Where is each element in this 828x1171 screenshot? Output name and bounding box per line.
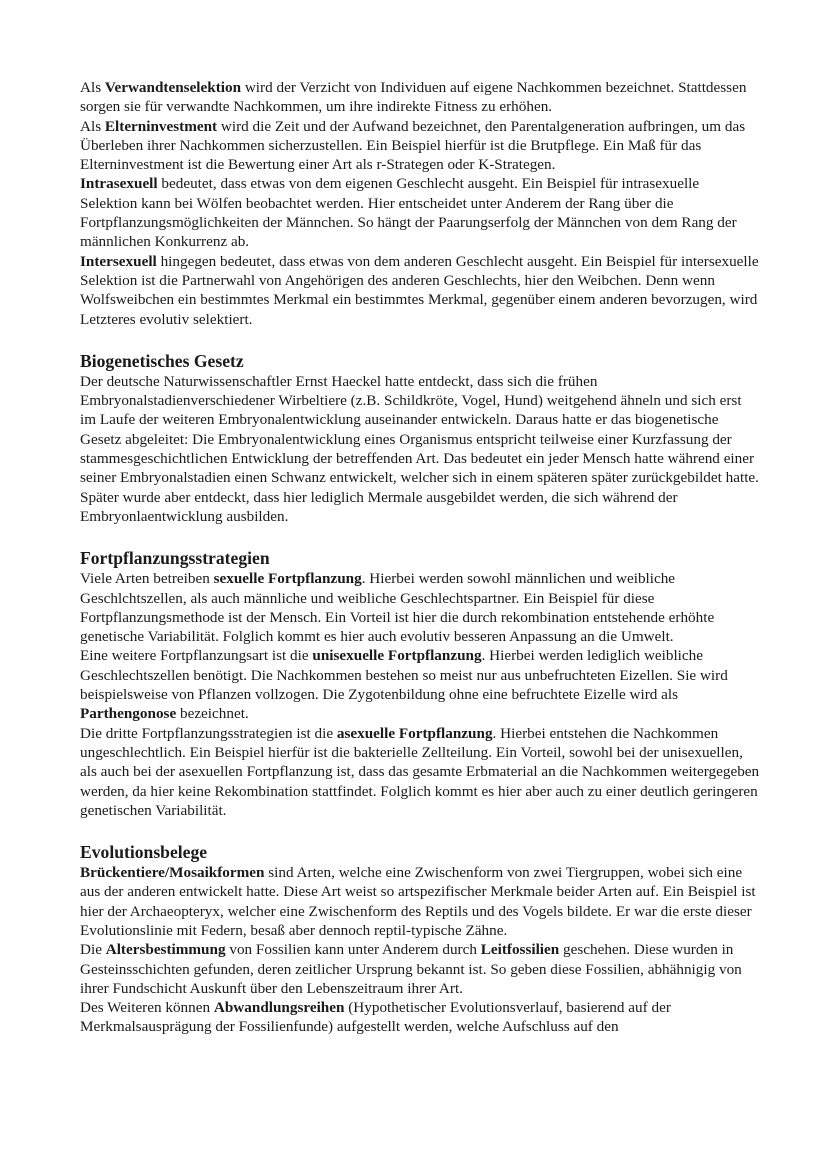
section-spacer: [80, 526, 760, 548]
text-run: . Hierbei werden sowohl männlichen und weibliche Geschlchtszellen, als auch männliche und weibliche Geschlechtspartner. Ein Beispiel für diese Fortpflanzungsmethode ist der Mensch. Ein Vorteil ist hier die durch rekombination entstehende erhöhte genetische Variabilität. Folglich kommt es hier auch evolutiv besseren Anpassung an die Umwelt.: [80, 570, 715, 646]
text-run: wird die Zeit und der Aufwand bezeichnet, den Parentalgeneration aufbringen, um das Überleben ihrer Nachkommen sicherzustellen. Ein Beispiel hierfür ist die Brutpflege. Ein Maß für das Elterninvestment ist die Bewertung einer Art als r-Strategen oder K-Strategen.: [80, 117, 746, 174]
text-run: Die: [80, 941, 106, 959]
intro-block: [80, 78, 760, 329]
text-run: geschehen. Diese wurden in Gesteinsschichten gefunden, deren zeitlicher Ursprung bekannt ist. So geben diese Fossilien, abhähnigig von ihrer Fundschicht Auskunft über den Lebenszeitraum ihrer Art.: [80, 941, 742, 997]
bold-term: Parthengonose: [80, 705, 177, 723]
text-run: Der deutsche Naturwissenschaftler Ernst Haeckel hatte entdeckt, dass sich die frühen Embryonalstadienverschiedener Wirbeltiere (z.B. Schildkröte, Vogel, Hund) weitgehend ähneln und sich erst im Laufe der weiteren Embryonalentwicklung auseinander entwickeln. Daraus hatte er das biogenetische Gesetz abgeleitet: Die Embryonalentwicklung eines Organismus entspricht teilweise einer Kurzfassung der stammesgeschichtlichen Entwicklung der betreffenden Art. Das bedeutet ein jeder Mensch hatte während einer seiner Embryonalstadien einen Schwanz entwickelt, welcher sich in einem späteren später zurückgebildet hatte. Später wurde aber entdeckt, dass hier lediglich Mermale ausgebildet werden, die sich während der Embryonlaentwicklung ausbilden.: [80, 372, 759, 525]
text-run: . Hierbei entstehen die Nachkommen ungeschlechtlich. Ein Beispiel hierfür ist die bakterielle Zellteilung. Ein Vorteil, sowohl bei der unisexuellen, als auch bei der asexuellen Fortpflanzung ist, dass das gesamte Erbmaterial an die Nachkommen weitergegeben werden, da hier keine Rekombination stattfindet. Folglich kommt es hier aber auch zu einer deutlich geringeren genetischen Variabilität.: [80, 724, 760, 819]
document-page: [80, 78, 760, 1037]
section-heading: Evolutionsbelege: [80, 842, 208, 863]
bold-term: Intersexuell: [80, 252, 157, 270]
paragraph: [80, 117, 760, 175]
bold-term: unisexuelle Fortpflanzung: [312, 647, 482, 665]
section-heading: Biogenetisches Gesetz: [80, 350, 244, 371]
paragraph: [80, 569, 760, 646]
text-run: Die dritte Fortpflanzungsstrategien ist die: [80, 724, 337, 742]
paragraph: [80, 372, 760, 526]
text-run: bezeichnet.: [176, 705, 249, 723]
text-run: sind Arten, welche eine Zwischenform von zwei Tiergruppen, wobei sich eine aus der anderen entwickelt hatte. Diese Art weist so artspezifischer Merkmale beider Arten auf. Ein Beispiel ist hier der Archaeopteryx, welcher eine Zwischenform des Reptils und des Vogels bildete. Er war die erste dieser Evolutionslinie mit Federn, besaß aber dennoch reptil-typische Zähne.: [80, 864, 756, 939]
text-run: hingegen bedeutet, dass etwas von dem anderen Geschlecht ausgeht. Ein Beispiel für intersexuelle Selektion ist die Partnerwahl von Angehörigen des anderen Geschlechts, hier den Weibchen. Denn wenn Wolfsweibchen ein bestimmtes Merkmal ein bestimmtes Merkmal, gegenüber einem anderen bevorzugen, wird Letzteres evolutiv selektiert.: [80, 252, 759, 328]
bold-term: asexuelle Fortpflanzung: [336, 724, 493, 742]
sections-block: [80, 329, 760, 1037]
text-run: Eine weitere Fortpflanzungsart ist die: [80, 647, 313, 665]
bold-term: Altersbestimmung: [105, 941, 226, 959]
bold-term: Abwandlungsreihen: [213, 999, 345, 1017]
text-run: Viele Arten betreiben: [80, 570, 214, 588]
bold-term: Elterninvestment: [104, 117, 218, 135]
bold-term: Intrasexuell: [80, 175, 158, 193]
text-run: . Hierbei werden lediglich weibliche Geschlechtszellen benötigt. Die Nachkommen bestehen so meist nur aus unbefruchteten Eizellen. Sie wird beispielsweise von Pflanzen vollzogen. Die Zygotenbildung ohne eine befruchtete Eizelle wird als: [80, 647, 728, 704]
bold-term: Leitfossilien: [480, 941, 560, 959]
bold-term: Verwandtenselektion: [104, 79, 242, 96]
section-spacer: [80, 820, 760, 842]
bold-term: Brückentiere/Mosaikformen: [80, 864, 265, 882]
paragraph: [80, 940, 760, 998]
paragraph: [80, 174, 760, 251]
paragraph: [80, 252, 760, 329]
paragraph: [80, 646, 760, 723]
paragraph: [80, 863, 760, 940]
bold-term: sexuelle Fortpflanzung: [213, 570, 362, 588]
text-run: Als: [80, 79, 105, 96]
section-spacer: [80, 329, 760, 351]
paragraph: [80, 724, 760, 820]
section-heading: Fortpflanzungsstrategien: [80, 548, 270, 569]
text-run: Als: [80, 117, 105, 135]
paragraph: [80, 998, 760, 1037]
text-run: wird der Verzicht von Individuen auf eigene Nachkommen bezeichnet. Stattdessen sorgen sie für verwandte Nachkommen, um ihre indirekte Fitness zu erhöhen.: [80, 79, 747, 116]
paragraph: [80, 78, 760, 117]
text-run: Des Weiteren können: [80, 999, 214, 1017]
text-run: bedeutet, dass etwas von dem eigenen Geschlecht ausgeht. Ein Beispiel für intrasexuelle Selektion kann bei Wölfen beobachtet werden. Hier entscheidet unter Anderem der Rang über die Fortpflanzungsmöglichkeiten der Männchen. So hängt der Paarungserfolg der Männchen von dem Rang der männlichen Konkurrenz ab.: [80, 175, 737, 251]
text-run: (Hypothetischer Evolutionsverlauf, basierend auf der Merkmalsausprägung der Fossilienfunde) aufgestellt werden, welche Aufschluss auf den: [80, 999, 671, 1036]
text-run: von Fossilien kann unter Anderem durch: [225, 941, 481, 959]
